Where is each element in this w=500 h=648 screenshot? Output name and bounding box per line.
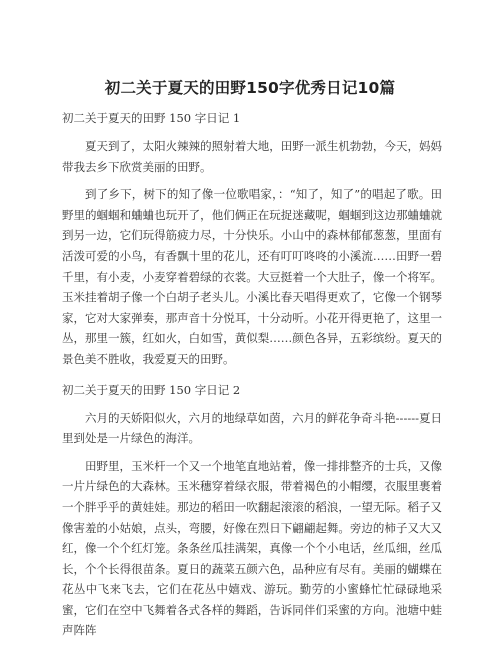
paragraph: 田野里，玉米杆一个又一个地笔直地站着，像一排排整齐的士兵，又像一片片绿色的大森林。玉米穗穿着绿衣服，带着褐色的小帽缨，衣服里裹着一个胖乎乎的黄娃娃。那边的稻田一吹翻起滚滚的稻浪，一望无际。稻子又像害羞的小姑娘，点头，弯腰，好像在烈日下翩翩起舞。旁边的柿子又大又红，像一个个红灯笼。条条丝瓜挂满架，真像一个个小电话，丝瓜细，丝瓜长，个个长得很苗条。夏日的蔬菜五颜六色，品种应有尽有。美丽的蝴蝶在花丛中飞来飞去，它们在花丛中嬉戏、游玩。勤劳的小蜜蜂忙忙碌碌地采蜜，它们在空中飞舞着各式各样的舞蹈，告诉同伴们采蜜的方向。池塘中蛙声阵阵 [62, 458, 442, 638]
paragraph: 夏天到了，太阳火辣辣的照射着大地，田野一派生机勃勃，今天，妈妈带我去乡下欣赏美丽的田野。 [62, 139, 442, 174]
section-heading: 初二关于夏天的田野 150 字日记 2 [62, 382, 241, 397]
paragraph: 到了乡下，树下的知了像一位歌唱家，：“知了，知了”的唱起了歌。田野里的蝈蝈和蛐蛐也玩开了，他们俩正在玩捉迷藏呢，蝈蝈到这边那蛐蛐就到另一边，它们玩得筋疲力尽，十分快乐。小山中的森林郁郁葱葱，里面有活泼可爱的小鸟，有香飘十里的花儿，还有叮叮咚咚的小溪流……田野一碧千里，有小麦，小麦穿着碧绿的衣裳。大豆挺着一个大肚子，像一个将军。玉米挂着胡子像一个白胡子老头儿。小溪比春天唱得更欢了，它像一个钢琴家，它对大家弹奏，那声音十分悦耳，十分动听。小花开得更艳了，这里一丛，那里一簇，红如火，白如雪，黄似梨……颜色各异，五彩缤纷。夏天的景色美不胜收，我爱夏天的田野。 [62, 187, 442, 366]
article-body [62, 108, 442, 648]
section-heading: 初二关于夏天的田野 150 字日记 1 [62, 111, 241, 125]
paragraph: 六月的天娇阳似火，六月的地绿草如茵，六月的鲜花争奇斗艳------夏日里到处是一片绿色的海洋。 [62, 410, 442, 446]
page-title: 初二关于夏天的田野150字优秀日记10篇 [104, 79, 396, 97]
